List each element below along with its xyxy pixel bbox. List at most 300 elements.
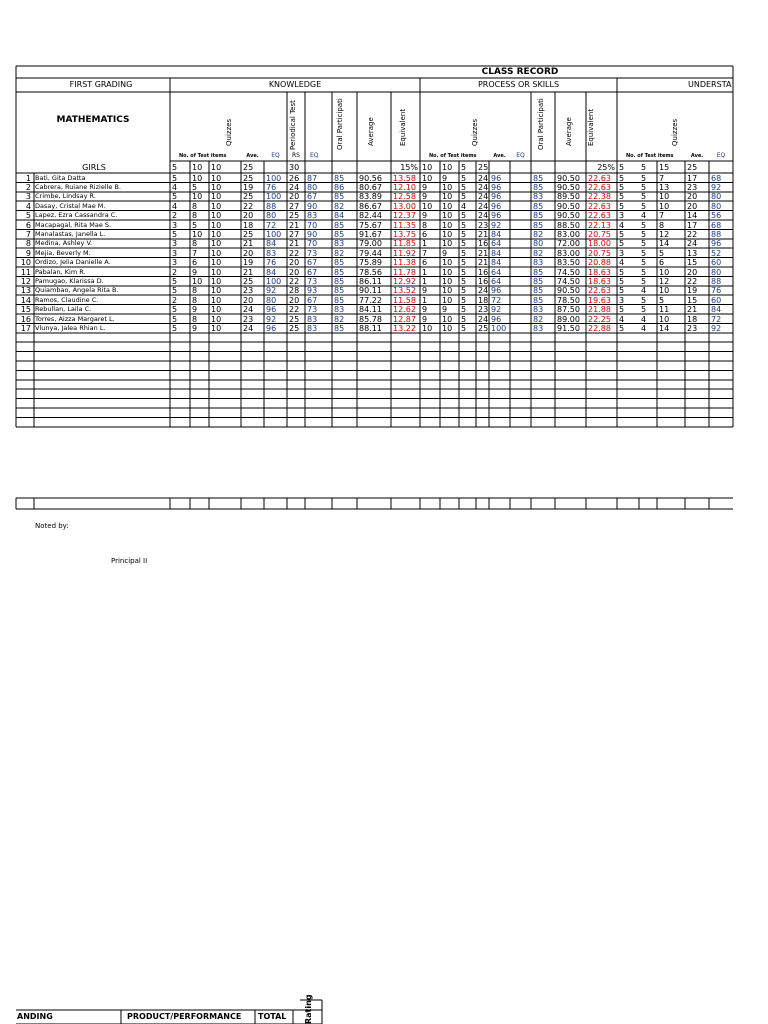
k-cell-7: 85 <box>334 173 345 183</box>
k-cell-3: 25 <box>243 229 254 239</box>
k-cell-2: 10 <box>211 276 222 286</box>
student-name: Lapez, Ezra Cassandra C. <box>35 211 118 220</box>
p-cell-2: 5 <box>461 286 467 296</box>
p-cell-0: 1 <box>422 267 428 277</box>
k-cell-9: 13.75 <box>393 229 416 239</box>
k-cell-4: 92 <box>266 286 277 296</box>
p-cell-4: 84 <box>491 258 502 268</box>
p-ave-label: Ave. <box>493 153 506 159</box>
p-cell-0: 9 <box>422 192 428 202</box>
u-cell-2: 10 <box>659 267 670 277</box>
p-cell-7: 18.63 <box>588 267 611 277</box>
u-cell-3: 22 <box>687 276 698 286</box>
k-cell-5: 22 <box>289 248 300 258</box>
student-name: Torres, Aizza Margaret L. <box>35 314 115 323</box>
student-number: 6 <box>25 220 31 230</box>
k-cell-6: 67 <box>307 267 318 277</box>
u-cell-3: 21 <box>687 305 698 315</box>
items-u-0: 5 <box>619 162 625 172</box>
u-cell-0: 5 <box>619 239 625 249</box>
k-cell-3: 23 <box>243 286 254 296</box>
u-cell-3: 14 <box>687 211 698 221</box>
u-cell-2: 14 <box>659 323 670 333</box>
k-cell-2: 10 <box>211 267 222 277</box>
items-u-2: 15 <box>659 162 670 172</box>
p-cell-1: 10 <box>442 201 453 211</box>
p-cell-2: 5 <box>461 248 467 258</box>
u-cell-0: 5 <box>619 305 625 315</box>
p-cell-3: 24 <box>478 192 489 202</box>
student-number: 3 <box>25 192 31 202</box>
items-k-5: 30 <box>289 162 300 172</box>
k-cell-9: 12.87 <box>393 314 416 324</box>
k-cell-7: 84 <box>334 211 345 221</box>
p-cell-1: 9 <box>442 173 448 183</box>
u-cell-4: 76 <box>711 286 722 296</box>
p-cell-4: 100 <box>491 323 507 333</box>
u-cell-3: 24 <box>687 239 698 249</box>
u-cell-4: 68 <box>711 173 722 183</box>
u-cell-1: 5 <box>641 258 647 268</box>
k-cell-4: 100 <box>266 173 282 183</box>
p-cell-7: 20.75 <box>588 229 611 239</box>
p-cell-7: 20.88 <box>588 258 611 268</box>
p-eq-label: EQ <box>516 152 525 159</box>
p-cell-7: 22.88 <box>588 323 611 333</box>
items-k-1: 10 <box>192 162 203 172</box>
p-cell-6: 83.00 <box>557 229 580 239</box>
p-cell-2: 5 <box>461 211 467 221</box>
p-cell-6: 90.50 <box>557 286 580 296</box>
k-cell-7: 85 <box>334 192 345 202</box>
k-cell-3: 24 <box>243 323 254 333</box>
p-cell-1: 10 <box>442 314 453 324</box>
student-name: Vlunya, Jalea Rhian L. <box>35 323 106 332</box>
u-cell-0: 5 <box>619 182 625 192</box>
u-cell-4: 72 <box>711 314 722 324</box>
k-cell-5: 27 <box>289 229 300 239</box>
p-cell-3: 24 <box>478 314 489 324</box>
p-cell-1: 10 <box>442 267 453 277</box>
u-cell-3: 15 <box>687 258 698 268</box>
p-cell-4: 92 <box>491 305 502 315</box>
u-cell-2: 10 <box>659 286 670 296</box>
k-cell-7: 85 <box>334 258 345 268</box>
k-cell-5: 20 <box>289 267 300 277</box>
k-cell-7: 83 <box>334 305 345 315</box>
items-p-0: 10 <box>422 162 433 172</box>
k-oral-header: Oral Participati <box>336 98 344 150</box>
u-cell-3: 17 <box>687 173 698 183</box>
u-cell-0: 5 <box>619 286 625 296</box>
k-cell-4: 100 <box>266 192 282 202</box>
u-cell-3: 19 <box>687 286 698 296</box>
k-cell-8: 86.67 <box>359 201 382 211</box>
student-number: 14 <box>20 295 31 305</box>
p-cell-6: 83.00 <box>557 248 580 258</box>
k-cell-7: 85 <box>334 220 345 230</box>
k-cell-4: 100 <box>266 276 282 286</box>
k-cell-2: 10 <box>211 314 222 324</box>
k-cell-0: 5 <box>172 314 178 324</box>
k-cell-4: 84 <box>266 239 277 249</box>
k-no-items-label: No. of Test items <box>179 153 227 159</box>
p-cell-1: 10 <box>442 220 453 230</box>
p-cell-5: 83 <box>533 258 544 268</box>
u-cell-3: 23 <box>687 323 698 333</box>
student-number: 5 <box>25 211 31 221</box>
p-cell-3: 24 <box>478 173 489 183</box>
u-cell-1: 5 <box>641 173 647 183</box>
u-cell-1: 5 <box>641 182 647 192</box>
k-cell-3: 23 <box>243 314 254 324</box>
k-cell-9: 12.37 <box>393 211 416 221</box>
k-cell-1: 10 <box>192 276 203 286</box>
k-cell-8: 90.11 <box>359 286 382 296</box>
student-number: 10 <box>20 258 31 268</box>
p-cell-3: 16 <box>478 276 489 286</box>
k-cell-2: 10 <box>211 305 222 315</box>
p-cell-0: 9 <box>422 182 428 192</box>
u-cell-1: 4 <box>641 323 647 333</box>
k-cell-0: 3 <box>172 258 178 268</box>
rating-label: Rating <box>304 994 313 1024</box>
p-cell-2: 5 <box>461 239 467 249</box>
items-u-3: 25 <box>687 162 698 172</box>
items-p-1: 10 <box>442 162 453 172</box>
k-cell-6: 70 <box>307 239 318 249</box>
k-cell-0: 4 <box>172 201 178 211</box>
p-cell-1: 10 <box>442 239 453 249</box>
p-cell-6: 90.50 <box>557 201 580 211</box>
k-cell-2: 10 <box>211 323 222 333</box>
k-cell-5: 25 <box>289 211 300 221</box>
k-cell-1: 8 <box>192 211 198 221</box>
k-cell-8: 84.11 <box>359 305 382 315</box>
student-name: Pamugao, Klarissa D. <box>35 276 104 285</box>
k-cell-5: 22 <box>289 276 300 286</box>
u-cell-1: 5 <box>641 220 647 230</box>
p-cell-6: 72.00 <box>557 239 580 249</box>
k-cell-2: 10 <box>211 201 222 211</box>
k-cell-8: 82.44 <box>359 211 382 221</box>
u-cell-1: 5 <box>641 248 647 258</box>
k-cell-1: 10 <box>192 192 203 202</box>
items-p-7: 25% <box>597 162 615 172</box>
k-cell-9: 12.92 <box>393 276 416 286</box>
u-cell-4: 80 <box>711 201 722 211</box>
k-cell-8: 78.56 <box>359 267 382 277</box>
p-cell-5: 82 <box>533 314 544 324</box>
k-cell-5: 25 <box>289 314 300 324</box>
p-cell-2: 5 <box>461 192 467 202</box>
student-name: Dasay, Cristal Mae M. <box>35 201 106 210</box>
k-cell-8: 83.89 <box>359 192 382 202</box>
p-cell-4: 84 <box>491 248 502 258</box>
u-cell-3: 20 <box>687 267 698 277</box>
p-cell-2: 5 <box>461 305 467 315</box>
k-cell-5: 22 <box>289 305 300 315</box>
p-average-header: Average <box>565 117 573 146</box>
u-cell-2: 12 <box>659 276 670 286</box>
p-cell-7: 22.63 <box>588 173 611 183</box>
student-number: 4 <box>25 201 31 211</box>
p-cell-5: 83 <box>533 323 544 333</box>
k-cell-3: 21 <box>243 267 254 277</box>
student-name: Rebullan, Laila C. <box>35 305 92 314</box>
k-cell-1: 8 <box>192 286 198 296</box>
u-cell-0: 5 <box>619 201 625 211</box>
p-cell-1: 10 <box>442 229 453 239</box>
student-name: Cabrera, Ruiane Rizielle B. <box>35 182 122 191</box>
k-cell-6: 87 <box>307 173 318 183</box>
p-cell-7: 22.25 <box>588 314 611 324</box>
u-cell-3: 13 <box>687 248 698 258</box>
k-cell-1: 8 <box>192 314 198 324</box>
k-cell-8: 79.44 <box>359 248 382 258</box>
k-cell-0: 2 <box>172 295 178 305</box>
u-cell-4: 92 <box>711 323 722 333</box>
p-cell-2: 4 <box>461 201 467 211</box>
u-cell-3: 18 <box>687 314 698 324</box>
p-cell-7: 22.13 <box>588 220 611 230</box>
u-cell-4: 80 <box>711 192 722 202</box>
p-cell-5: 85 <box>533 267 544 277</box>
k-cell-3: 22 <box>243 201 254 211</box>
k-cell-0: 5 <box>172 305 178 315</box>
u-cell-3: 17 <box>687 220 698 230</box>
k-cell-3: 25 <box>243 276 254 286</box>
k-cell-6: 73 <box>307 276 318 286</box>
student-number: 17 <box>20 323 31 333</box>
u-cell-0: 4 <box>619 314 625 324</box>
p-cell-6: 90.50 <box>557 211 580 221</box>
k-cell-1: 5 <box>192 220 198 230</box>
p-cell-4: 96 <box>491 211 502 221</box>
k-cell-1: 9 <box>192 267 198 277</box>
p-cell-1: 10 <box>442 182 453 192</box>
u-cell-4: 88 <box>711 229 722 239</box>
p-cell-7: 18.00 <box>588 239 611 249</box>
u-cell-0: 3 <box>619 248 625 258</box>
k-cell-8: 85.78 <box>359 314 382 324</box>
p-cell-6: 89.00 <box>557 314 580 324</box>
u-cell-3: 22 <box>687 229 698 239</box>
k-cell-2: 10 <box>211 239 222 249</box>
k-cell-8: 75.67 <box>359 220 382 230</box>
k-cell-0: 2 <box>172 211 178 221</box>
student-name: Mejia, Beverly M. <box>35 248 91 257</box>
anding-label: ANDING <box>17 1012 53 1021</box>
u-cell-0: 5 <box>619 276 625 286</box>
student-name: Crimbe, Lindsay R. <box>35 192 96 201</box>
p-cell-5: 85 <box>533 295 544 305</box>
student-name: Manalastas, Janella L. <box>35 229 106 238</box>
principal-label: Principal II <box>111 557 148 565</box>
u-cell-1: 5 <box>641 201 647 211</box>
k-ave-label: Ave. <box>246 153 259 159</box>
p-cell-7: 20.75 <box>588 248 611 258</box>
k-cell-8: 75.89 <box>359 258 382 268</box>
k-average-header: Average <box>367 117 375 146</box>
p-cell-4: 64 <box>491 276 502 286</box>
u-cell-3: 23 <box>687 182 698 192</box>
k-cell-0: 5 <box>172 173 178 183</box>
k-cell-4: 76 <box>266 258 277 268</box>
p-cell-4: 96 <box>491 173 502 183</box>
k-cell-3: 19 <box>243 258 254 268</box>
knowledge-label: KNOWLEDGE <box>268 80 322 89</box>
k-cell-7: 86 <box>334 182 345 192</box>
k-cell-7: 85 <box>334 286 345 296</box>
student-number: 2 <box>25 182 31 192</box>
items-p-3: 25 <box>478 162 489 172</box>
k-cell-1: 6 <box>192 258 198 268</box>
noted-by-label: Noted by: <box>35 522 69 530</box>
p-cell-3: 23 <box>478 305 489 315</box>
k-cell-4: 83 <box>266 248 277 258</box>
u-cell-4: 84 <box>711 305 722 315</box>
u-cell-0: 3 <box>619 211 625 221</box>
p-cell-3: 16 <box>478 239 489 249</box>
p-cell-0: 1 <box>422 239 428 249</box>
p-cell-7: 19.63 <box>588 295 611 305</box>
p-cell-6: 78.50 <box>557 295 580 305</box>
k-cell-9: 13.58 <box>393 173 416 183</box>
k-cell-0: 5 <box>172 286 178 296</box>
k-cell-1: 8 <box>192 201 198 211</box>
p-cell-0: 8 <box>422 220 428 230</box>
k-cell-3: 19 <box>243 182 254 192</box>
k-cell-3: 20 <box>243 211 254 221</box>
k-cell-8: 79.00 <box>359 239 382 249</box>
p-cell-5: 85 <box>533 276 544 286</box>
p-cell-3: 21 <box>478 248 489 258</box>
u-cell-1: 5 <box>641 295 647 305</box>
k-cell-9: 13.52 <box>393 286 416 296</box>
k-cell-8: 91.67 <box>359 229 382 239</box>
k-cell-1: 9 <box>192 305 198 315</box>
p-cell-5: 85 <box>533 286 544 296</box>
u-cell-0: 5 <box>619 173 625 183</box>
u-cell-4: 80 <box>711 267 722 277</box>
k-equivalent-header: Equivalent <box>399 108 407 146</box>
u-cell-0: 4 <box>619 258 625 268</box>
k-cell-8: 80.67 <box>359 182 382 192</box>
k-cell-8: 86.11 <box>359 276 382 286</box>
p-cell-6: 88.50 <box>557 220 580 230</box>
k-cell-7: 85 <box>334 295 345 305</box>
k-cell-9: 13.00 <box>393 201 416 211</box>
k-cell-4: 88 <box>266 201 277 211</box>
k-cell-6: 80 <box>307 182 318 192</box>
k-cell-5: 24 <box>289 182 300 192</box>
k-cell-4: 72 <box>266 220 277 230</box>
u-cell-4: 60 <box>711 295 722 305</box>
k-cell-1: 5 <box>192 182 198 192</box>
p-cell-5: 80 <box>533 239 544 249</box>
p-cell-2: 5 <box>461 229 467 239</box>
k-cell-0: 4 <box>172 182 178 192</box>
p-cell-1: 10 <box>442 295 453 305</box>
total-label: TOTAL <box>258 1012 287 1021</box>
items-k-3: 25 <box>243 162 254 172</box>
k-cell-6: 90 <box>307 229 318 239</box>
p-cell-0: 9 <box>422 305 428 315</box>
k-cell-0: 5 <box>172 276 178 286</box>
k-cell-9: 12.58 <box>393 192 416 202</box>
k-cell-3: 18 <box>243 220 254 230</box>
p-cell-5: 85 <box>533 211 544 221</box>
u-cell-2: 6 <box>659 258 665 268</box>
k-cell-4: 80 <box>266 211 277 221</box>
k-cell-6: 83 <box>307 314 318 324</box>
u-cell-4: 88 <box>711 276 722 286</box>
student-number: 15 <box>20 305 31 315</box>
u-cell-0: 5 <box>619 267 625 277</box>
class-record-title: CLASS RECORD <box>481 67 559 77</box>
p-cell-5: 82 <box>533 229 544 239</box>
p-cell-2: 5 <box>461 220 467 230</box>
k-cell-6: 67 <box>307 295 318 305</box>
k-cell-2: 10 <box>211 286 222 296</box>
u-cell-4: 68 <box>711 220 722 230</box>
k-cell-2: 10 <box>211 229 222 239</box>
k-cell-9: 12.62 <box>393 305 416 315</box>
k-cell-6: 90 <box>307 201 318 211</box>
k-cell-2: 10 <box>211 258 222 268</box>
u-cell-2: 8 <box>659 220 665 230</box>
u-ave-label: Ave. <box>690 153 704 159</box>
understanding-label: UNDERSTA <box>688 80 732 89</box>
k-cell-0: 5 <box>172 323 178 333</box>
k-cell-7: 82 <box>334 201 345 211</box>
k-cell-2: 10 <box>211 211 222 221</box>
p-cell-4: 64 <box>491 267 502 277</box>
u-cell-2: 7 <box>659 173 665 183</box>
p-cell-0: 6 <box>422 229 428 239</box>
p-quizzes-header: Quizzes <box>471 118 479 146</box>
subject-title: MATHEMATICS <box>56 115 130 125</box>
p-cell-6: 74.50 <box>557 267 580 277</box>
p-cell-6: 91.50 <box>557 323 580 333</box>
u-cell-1: 5 <box>641 276 647 286</box>
k-cell-1: 9 <box>192 323 198 333</box>
k-cell-9: 11.35 <box>393 220 416 230</box>
k-cell-3: 20 <box>243 295 254 305</box>
student-number: 8 <box>25 239 31 249</box>
k-cell-1: 7 <box>192 248 198 258</box>
k-cell-4: 80 <box>266 295 277 305</box>
k-cell-6: 73 <box>307 248 318 258</box>
p-cell-5: 85 <box>533 173 544 183</box>
p-cell-1: 10 <box>442 211 453 221</box>
k-eq-label: EQ <box>271 152 280 159</box>
p-cell-0: 9 <box>422 314 428 324</box>
p-cell-0: 10 <box>422 323 433 333</box>
student-number: 12 <box>20 276 31 286</box>
p-cell-3: 24 <box>478 286 489 296</box>
u-cell-4: 52 <box>711 248 722 258</box>
k-cell-9: 13.22 <box>393 323 416 333</box>
u-cell-3: 20 <box>687 201 698 211</box>
k-cell-7: 85 <box>334 229 345 239</box>
u-cell-1: 5 <box>641 229 647 239</box>
student-number: 9 <box>25 248 31 258</box>
p-cell-5: 85 <box>533 201 544 211</box>
u-cell-4: 60 <box>711 258 722 268</box>
p-cell-4: 92 <box>491 220 502 230</box>
